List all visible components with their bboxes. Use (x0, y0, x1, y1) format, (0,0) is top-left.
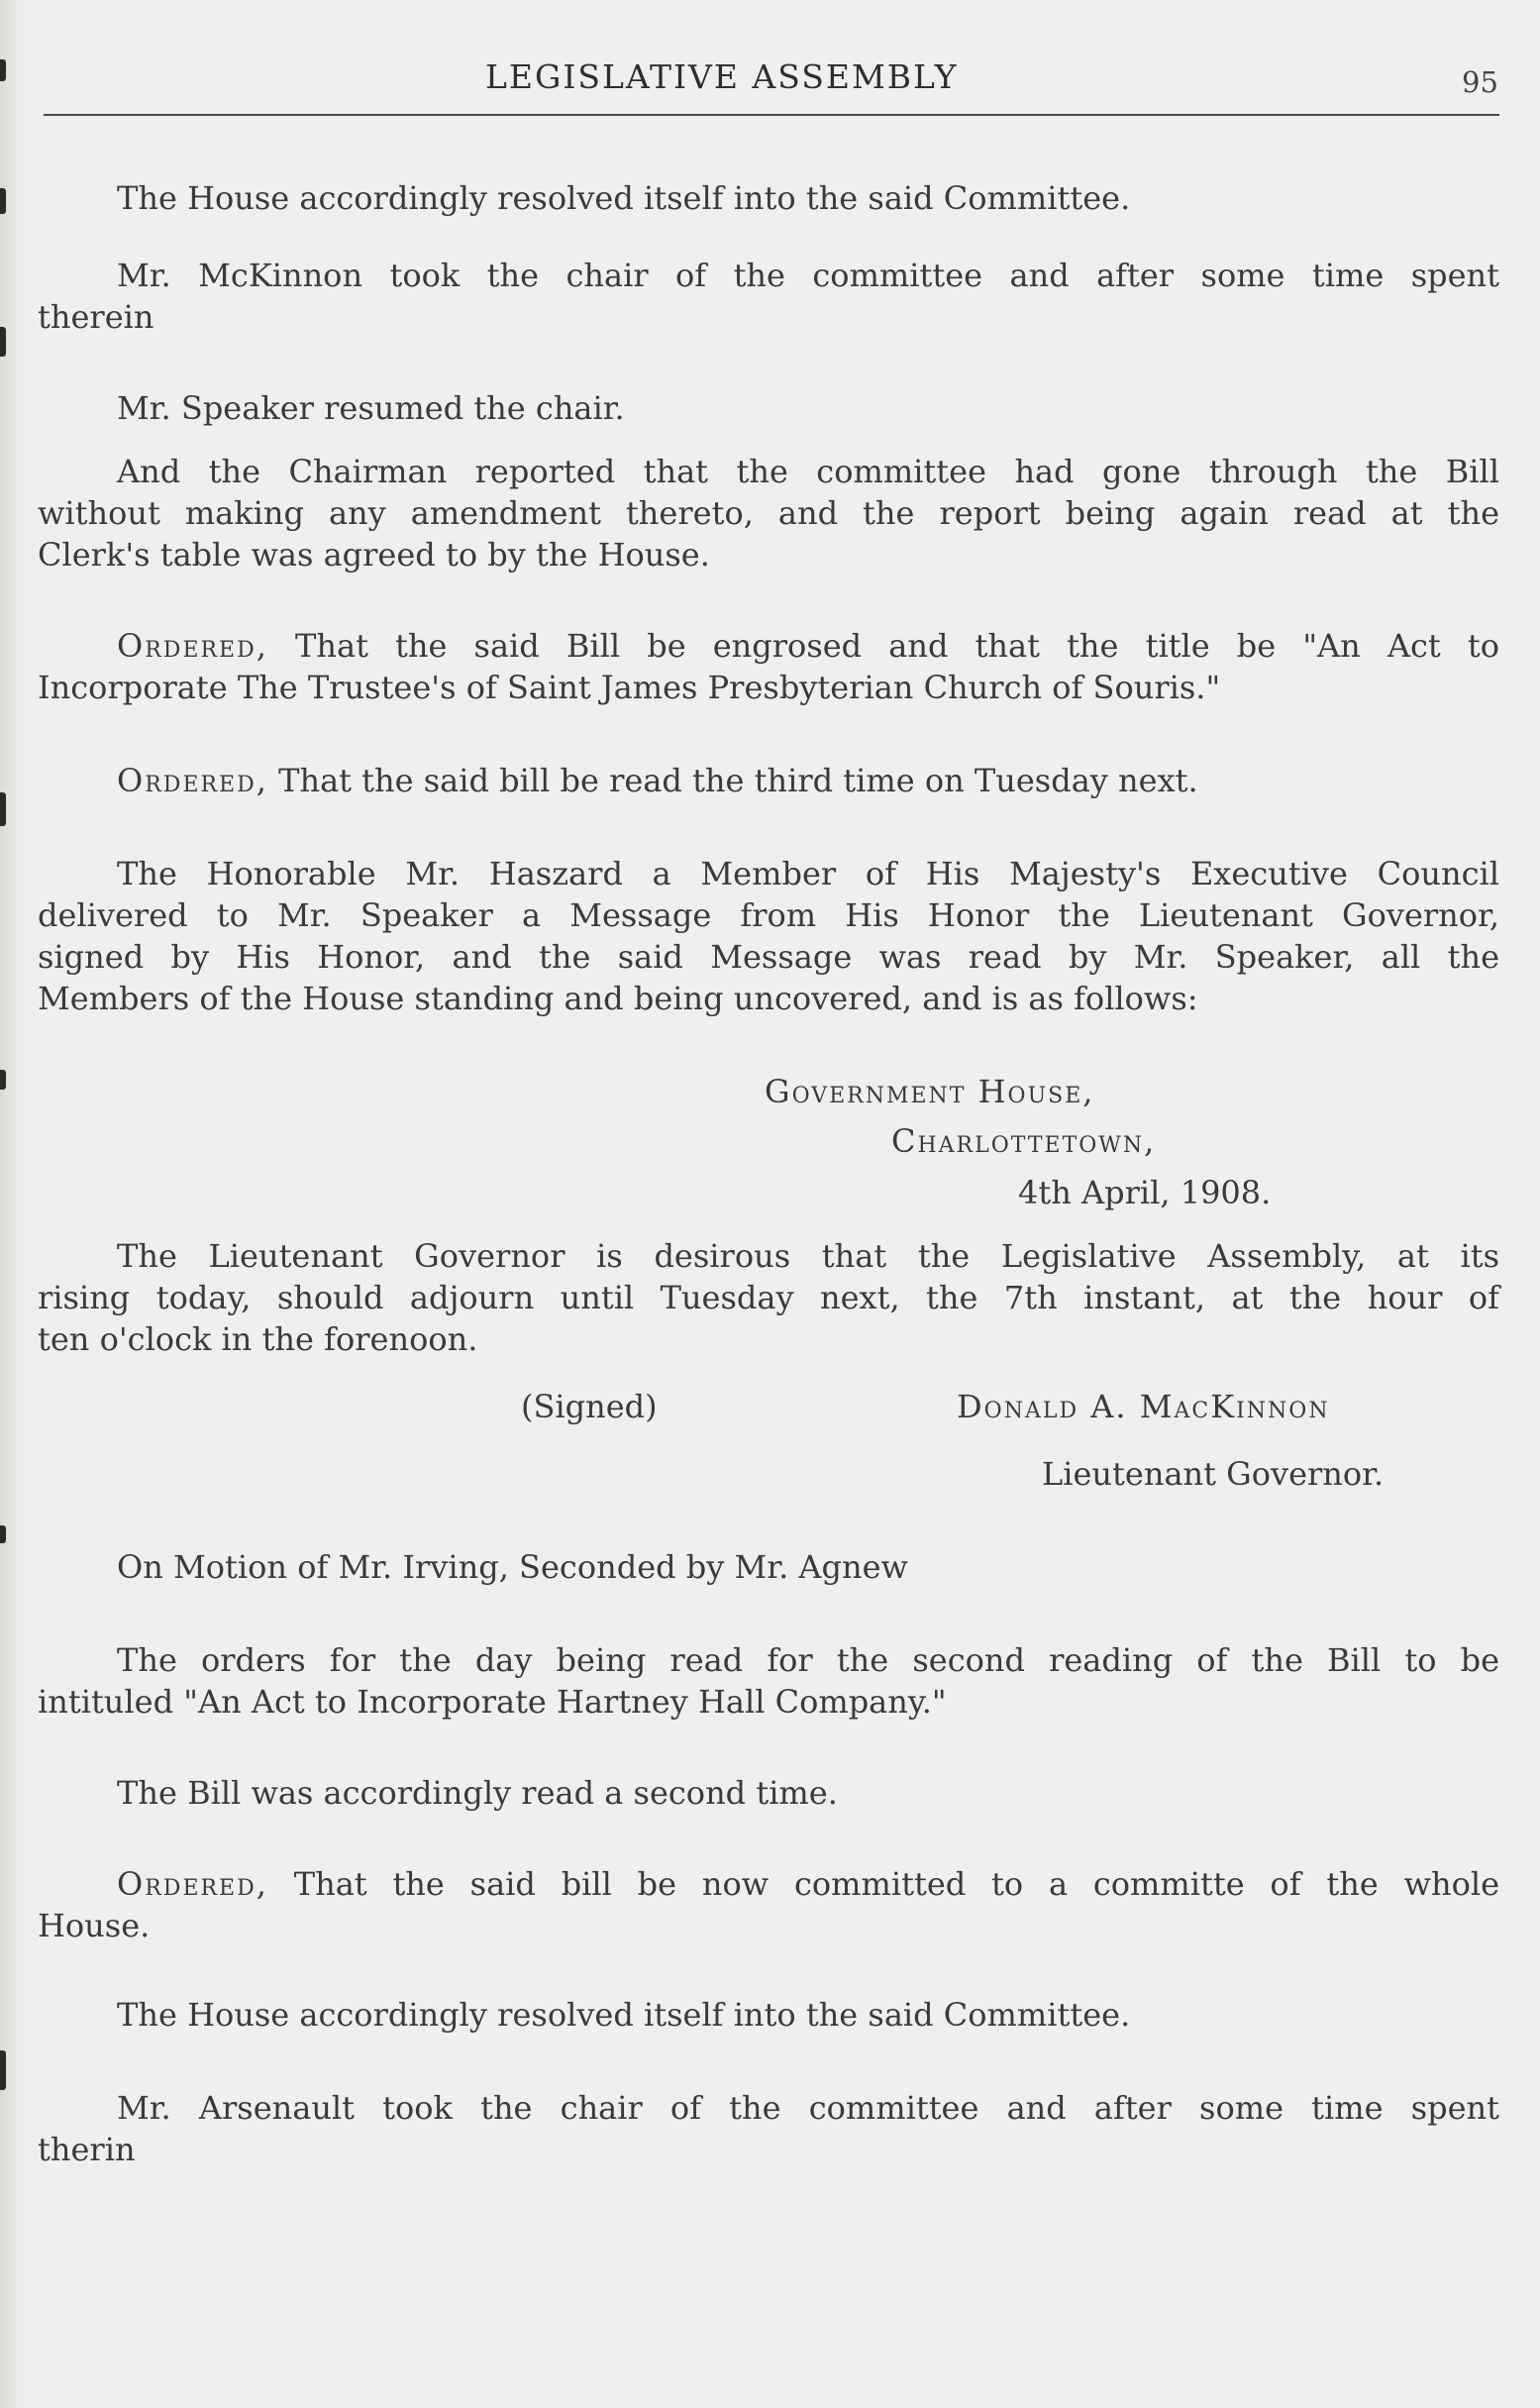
text-line: without making any amendment thereto, and the report being again read at the (38, 494, 1499, 532)
paragraph-line (38, 1904, 1499, 1947)
text-line: Incorporate The Trustee's of Saint James Presbyterian Church of Souris." (38, 669, 1221, 706)
page-number: 95 (1462, 65, 1498, 99)
paragraph (38, 624, 1499, 668)
paragraph-line (38, 935, 1499, 979)
address-date: 4th April, 1908. (1018, 1174, 1272, 1211)
paragraph (38, 176, 1499, 220)
text-line: therein (38, 298, 154, 336)
text-line: Mr. Arsenault took the chair of the committee and after some time spent (117, 2089, 1499, 2127)
text-line: delivered to Mr. Speaker a Message from His Honor the Lieutenant Governor, (38, 896, 1499, 934)
text-line: Members of the House standing and being uncovered, and is as follows: (38, 980, 1198, 1017)
text-line: The House accordingly resolved itself into the said Committee. (117, 1996, 1131, 2034)
page-edge-mark (0, 188, 6, 214)
paragraph-line (38, 2128, 1499, 2171)
page-edge-mark (0, 2050, 6, 2090)
ordered-label: Ordered, (117, 627, 268, 665)
text-line: The Bill was accordingly read a second time. (117, 1774, 838, 1812)
paragraph (38, 759, 1499, 802)
page-edge-mark (0, 1525, 6, 1543)
text-line: On Motion of Mr. Irving, Seconded by Mr. Agnew (117, 1548, 908, 1586)
signer-title: Lieutenant Governor. (1042, 1455, 1385, 1493)
paragraph (38, 254, 1499, 297)
paragraph-line (38, 533, 1499, 576)
text-line: signed by His Honor, and the said Message was read by Mr. Speaker, all the (38, 938, 1499, 976)
page-edge-mark (0, 327, 6, 357)
paragraph (38, 2086, 1499, 2130)
text-line: rising today, should adjourn until Tuesday next, the 7th instant, at the hour of (38, 1279, 1499, 1316)
text-line: And the Chairman reported that the committee had gone through the Bill (117, 453, 1499, 490)
paragraph (38, 1234, 1499, 1278)
paragraph-line (38, 893, 1499, 937)
text-line: therin (38, 2131, 136, 2168)
paragraph (38, 1771, 1499, 1815)
paragraph-line (38, 977, 1499, 1020)
header-rule (44, 114, 1499, 116)
text-line: Clerk's table was agreed to by the House. (38, 536, 710, 574)
page-edge-mark (0, 1070, 6, 1090)
paragraph (38, 1545, 1499, 1589)
address-line: Charlottetown, (891, 1122, 1157, 1160)
paragraph (38, 852, 1499, 895)
signed-label: (Signed) (521, 1388, 658, 1425)
paragraph (38, 1993, 1499, 2037)
address-line: Government House, (765, 1073, 1095, 1110)
text-line: The Honorable Mr. Haszard a Member of His Majesty's Executive Council (117, 855, 1499, 892)
text-line: Mr. Speaker resumed the chair. (117, 389, 625, 427)
paragraph-line (38, 1680, 1499, 1724)
paragraph (38, 1638, 1499, 1682)
text-line: The House accordingly resolved itself into the said Committee. (117, 179, 1131, 217)
ordered-label: Ordered, (117, 762, 268, 799)
page-edge-mark (0, 792, 6, 826)
running-head: LEGISLATIVE ASSEMBLY (485, 57, 959, 96)
text-line: ten o'clock in the forenoon. (38, 1320, 478, 1358)
paragraph (38, 386, 1499, 430)
paragraph-line (38, 1276, 1499, 1319)
paragraph (38, 450, 1499, 493)
text-line: House. (38, 1907, 151, 1944)
ordered-label: Ordered, (117, 1865, 268, 1903)
paragraph-line (38, 1317, 1499, 1361)
text-line: That the said Bill be engrosed and that the title be "An Act to (295, 627, 1500, 665)
paragraph-line (38, 491, 1499, 535)
text-line: The Lieutenant Governor is desirous that the Legislative Assembly, at its (117, 1237, 1499, 1275)
text-line: Mr. McKinnon took the chair of the committee and after some time spent (117, 257, 1499, 294)
text-line: The orders for the day being read for the second reading of the Bill to be (117, 1641, 1499, 1679)
text-line: That the said bill be now committed to a committe of the whole (293, 1865, 1500, 1903)
page-edge-mark (0, 59, 6, 81)
paragraph-continuation (38, 295, 1499, 339)
text-line: intituled "An Act to Incorporate Hartney Hall Company." (38, 1683, 947, 1721)
paragraph (38, 1862, 1499, 1906)
signer-name: Donald A. MacKinnon (957, 1388, 1330, 1425)
paragraph-line (38, 666, 1499, 709)
text-line: That the said bill be read the third time on Tuesday next. (278, 762, 1198, 799)
